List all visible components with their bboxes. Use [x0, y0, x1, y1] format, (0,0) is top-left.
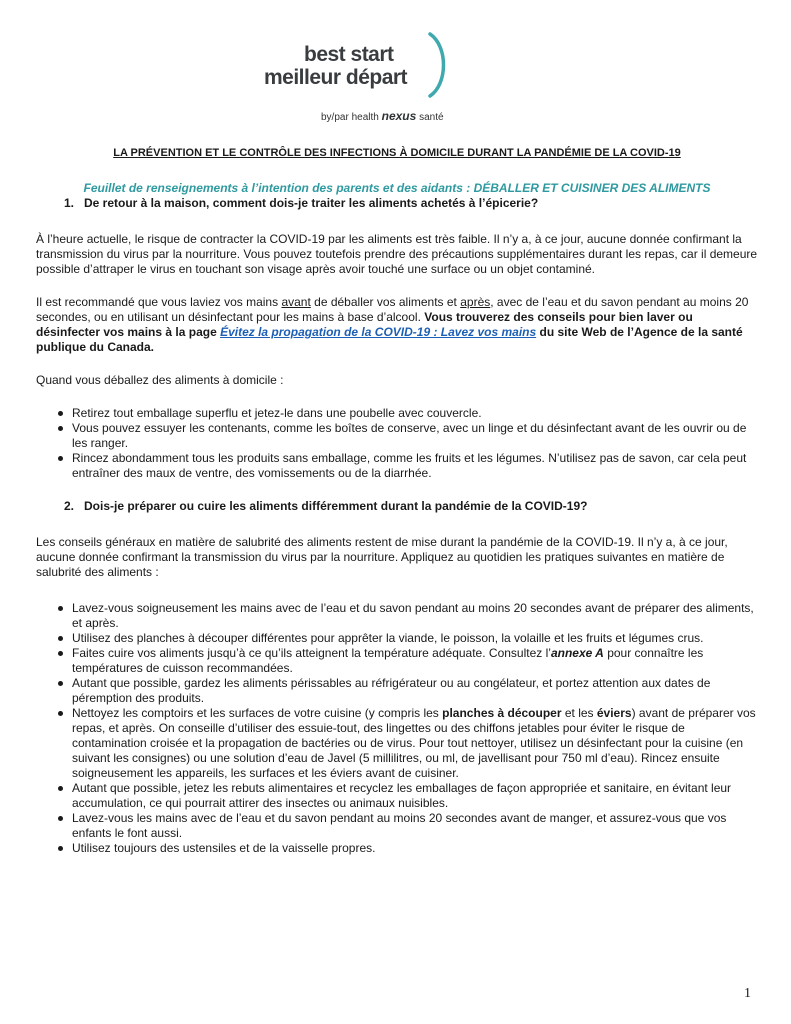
section-2-number: 2. [63, 499, 74, 513]
logo-line-2: meilleur départ [264, 66, 408, 89]
section-1-question [36, 196, 758, 211]
best-start-logo [264, 30, 464, 125]
section-1-question-text: De retour à la maison, comment dois-je traiter les aliments achetés à l’épicerie? [84, 196, 539, 210]
section-2-bullet-list [36, 601, 758, 856]
section-1-bullet-list [36, 406, 758, 481]
annexe-a-reference: annexe A [550, 646, 604, 660]
section-1-lead: Quand vous déballez des aliments à domicile : [36, 373, 284, 387]
b3-part-a: Faites cuire vos aliments jusqu’à ce qu’ils atteignent la température adéquate. Consultez l’ [72, 646, 551, 660]
section-1-paragraph-1: À l’heure actuelle, le risque de contracter la COVID-19 par les aliments est très faible. Il n’y a, à ce jour, aucune donnée confirmant la transmission du virus par la nourriture. Vous pouvez toutefois prendre des précautions supplémentaires durant les repas, car il demeure possible d’attraper le virus en touchant son visage après avoir touché une surface ou un objet contaminé. [36, 232, 758, 276]
list-item [36, 646, 758, 676]
para2-part-a: Il est recommandé que vous laviez vos mains [36, 295, 282, 309]
para2-bold-end: du site Web de l’Agence de la santé publique du Canada. [36, 325, 743, 354]
para2-part-c: , avec de l’eau et du savon pendant au moins 20 secondes, ou en utilisant un désinfectant pour les mains à base d’alcool. [36, 295, 749, 324]
list-item: Retirez tout emballage superflu et jetez-le dans une poubelle avec couvercle. [36, 406, 758, 421]
section-2-paragraph-1: Les conseils généraux en matière de salubrité des aliments restent de mise durant la pandémie de la COVID-19. Il n’y a, à ce jour, aucune donnée confirmant la transmission du virus par la nourriture. Appliquez au quotidien les pratiques suivantes en matière de salubrité des aliments : [36, 535, 728, 579]
list-item: Utilisez des planches à découper différentes pour apprêter la viande, le poisson, la volaille et les fruits et légumes crus. [36, 631, 758, 646]
logo-tagline [321, 110, 444, 123]
para2-avant: avant [281, 295, 311, 309]
b3-part-b: pour connaître les températures de cuisson recommandées. [72, 646, 704, 675]
list-item [36, 706, 758, 781]
logo-tag-suffix: santé [419, 112, 444, 123]
logo-tag-prefix: by/par health [321, 112, 379, 123]
list-item: Utilisez toujours des ustensiles et de la vaisselle propres. [36, 841, 758, 856]
logo-line-1: best start [304, 43, 394, 66]
list-item: Autant que possible, gardez les aliments périssables au réfrigérateur ou au congélateur, et portez attention aux dates de péremption des produits. [36, 676, 758, 706]
section-2-question-text: Dois-je préparer ou cuire les aliments différemment durant la pandémie de la COVID-19? [84, 499, 588, 513]
section-2-question [36, 499, 758, 514]
logo-nexus: nexus [381, 109, 417, 123]
document-body [36, 146, 758, 856]
para2-part-b: de déballer vos aliments et [310, 295, 461, 309]
list-item: Vous pouvez essuyer les contenants, comme les boîtes de conserve, avec un linge et du désinfectant avant de les ouvrir ou de les ranger. [36, 421, 758, 451]
section-1-number: 1. [63, 196, 74, 210]
b5-part-b: et les [561, 706, 597, 720]
b5-planches: planches à découper [442, 706, 562, 720]
logo-arc-icon [424, 30, 454, 100]
b5-part-a: Nettoyez les comptoirs et les surfaces de votre cuisine (y compris les [72, 706, 443, 720]
list-item: Rincez abondamment tous les produits sans emballage, comme les fruits et les légumes. N’utilisez pas de savon, car cela peut entraîner des maux de ventre, des vomissements ou de la diarrhée. [36, 451, 758, 481]
list-item: Autant que possible, jetez les rebuts alimentaires et recyclez les emballages de façon appropriée et sanitaire, en évitant leur accumulation, ce qui pourrait attirer des insectes ou animaux nuisibles. [36, 781, 758, 811]
list-item: Lavez-vous soigneusement les mains avec de l’eau et du savon pendant au moins 20 secondes avant de préparer des aliments, et après. [36, 601, 758, 631]
b5-eviers: éviers [596, 706, 632, 720]
para2-apres: après [460, 295, 491, 309]
document-title: LA PRÉVENTION ET LE CONTRÔLE DES INFECTIONS À DOMICILE DURANT LA PANDÉMIE DE LA COVID-19 [113, 147, 681, 159]
b5-part-c: ) avant de préparer vos repas, et après. On conseille d’utiliser des essuie-tout, des lingettes ou des chiffons jetables pour éviter le risque de contamination croisée et la propagation de bactéries ou de virus. Pour tout nettoyer, utilisez un désinfectant pour la cuisine (en suivant les consignes) ou une solution d’eau de Javel (5 millilitres, ou ml, de javellisant pour 750 ml d’eau). Rincez ensuite soigneusement les appareils, les surfaces et les éviers avant de cuisiner. [72, 706, 756, 780]
list-item: Lavez-vous les mains avec de l’eau et du savon pendant au moins 20 secondes avant de manger, et assurez-vous que vos enfants le font aussi. [36, 811, 758, 841]
document-subtitle: Feuillet de renseignements à l’intention des parents et des aidants : DÉBALLER ET CUISINER DES ALIMENTS [83, 181, 711, 195]
para2-bold: Vous trouverez des conseils pour bien laver ou désinfecter vos mains à la page [36, 310, 693, 339]
section-1-paragraph-2 [36, 295, 758, 355]
page-number: 1 [744, 986, 751, 1001]
handwashing-link[interactable]: Évitez la propagation de la COVID-19 : Lavez vos mains [220, 325, 537, 339]
